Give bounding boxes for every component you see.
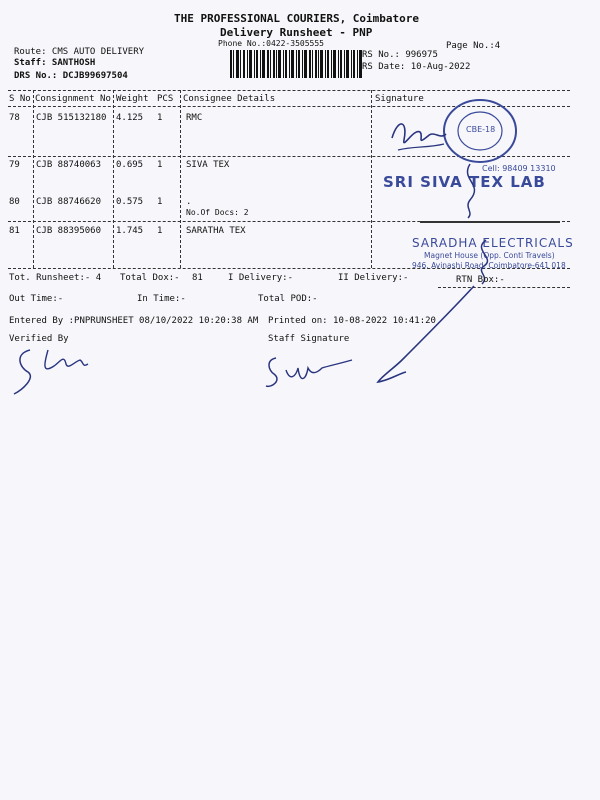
table-top-rule [8, 90, 570, 91]
sri-siva-stamp: SRI SIVA TEX LAB [383, 173, 546, 191]
total-dox-value: 81 [192, 273, 203, 283]
row-consignment: CJB 88740063 [36, 160, 102, 170]
verified-by-label: Verified By [9, 334, 69, 344]
entered-by: Entered By :PNPRUNSHEET 08/10/2022 10:20:38 AM [9, 316, 259, 326]
staff-name: Staff: SANTHOSH [14, 58, 96, 68]
rs-date: RS Date: 10-Aug-2022 [362, 62, 471, 72]
in-time: In Time:- [137, 294, 186, 304]
rtn-box: RTN Box:- [456, 275, 505, 285]
verifier-signature [8, 340, 98, 400]
row-weight: 1.745 [116, 226, 144, 236]
row-sno: 79 [9, 160, 20, 170]
row-weight: 4.125 [116, 113, 144, 123]
printed-on: Printed on: 10-08-2022 10:41:20 [268, 316, 436, 326]
i-delivery: I Delivery:- [228, 273, 294, 283]
total-pod: Total POD:- [258, 294, 318, 304]
rs-number: RS No.: 996975 [362, 50, 438, 60]
row-consignee: SIVA TEX [186, 160, 230, 170]
column-divider [33, 90, 34, 268]
column-divider [180, 90, 181, 268]
signature-row-78 [384, 110, 454, 160]
drs-number: DRS No.: DCJB99697504 [14, 71, 128, 81]
row-consignee: RMC [186, 113, 203, 123]
staff-signature-label: Staff Signature [268, 334, 350, 344]
sri-siva-cell: Cell: 98409 13310 [482, 164, 556, 173]
stamp-rule [420, 221, 560, 223]
total-runsheet: Tot. Runsheet:- 4 [9, 273, 102, 283]
signature-row-79 [440, 160, 500, 220]
column-divider [113, 90, 114, 268]
ii-delivery: II Delivery:- [338, 273, 409, 283]
runsheet-title: Delivery Runsheet - PNP [220, 26, 373, 39]
row-consignment: CJB 515132180 [36, 113, 107, 123]
row-weight: 0.695 [116, 160, 144, 170]
row-pcs: 1 [157, 160, 163, 170]
column-divider [371, 90, 372, 268]
row-sno: 78 [9, 113, 20, 123]
row-pcs: 1 [157, 226, 163, 236]
header-weight: Weight [116, 94, 149, 104]
route: Route: CMS AUTO DELIVERY [14, 47, 145, 57]
row-weight: 0.575 [116, 197, 144, 207]
barcode [230, 50, 362, 78]
total-dox-label: Total Dox:- [120, 273, 180, 283]
header-signature: Signature [375, 94, 424, 104]
row-sno: 80 [9, 197, 20, 207]
header-consignee: Consignee Details [183, 94, 276, 104]
phone-number: Phone No.:0422-3505555 [218, 39, 324, 48]
row-pcs: 1 [157, 113, 163, 123]
round-stamp-code: CBE-18 [466, 125, 496, 134]
row-consignee: SARATHA TEX [186, 226, 246, 236]
row-note: No.Of Docs: 2 [186, 208, 249, 217]
saradha-address-line: Magnet House (Opp. Conti Travels) [424, 251, 555, 260]
header-sno: S No [9, 94, 31, 104]
header-consignment: Consignment No [35, 94, 111, 104]
row-consignee: . [186, 197, 192, 207]
row-sno: 81 [9, 226, 20, 236]
row-consignment: CJB 88746620 [36, 197, 102, 207]
out-time: Out Time:- [9, 294, 64, 304]
header-pcs: PCS [157, 94, 174, 104]
saradha-stamp: SARADHA ELECTRICALS [412, 236, 574, 250]
company-name: THE PROFESSIONAL COURIERS, Coimbatore [174, 12, 420, 25]
saradha-address-line: 946, Avinashi Road, Coimbatore-641 018 [412, 261, 566, 270]
row-consignment: CJB 88395060 [36, 226, 102, 236]
delivery-signature-stroke [372, 280, 482, 390]
row-pcs: 1 [157, 197, 163, 207]
page-number: Page No.:4 [446, 41, 501, 51]
staff-signature-mark [262, 350, 362, 395]
